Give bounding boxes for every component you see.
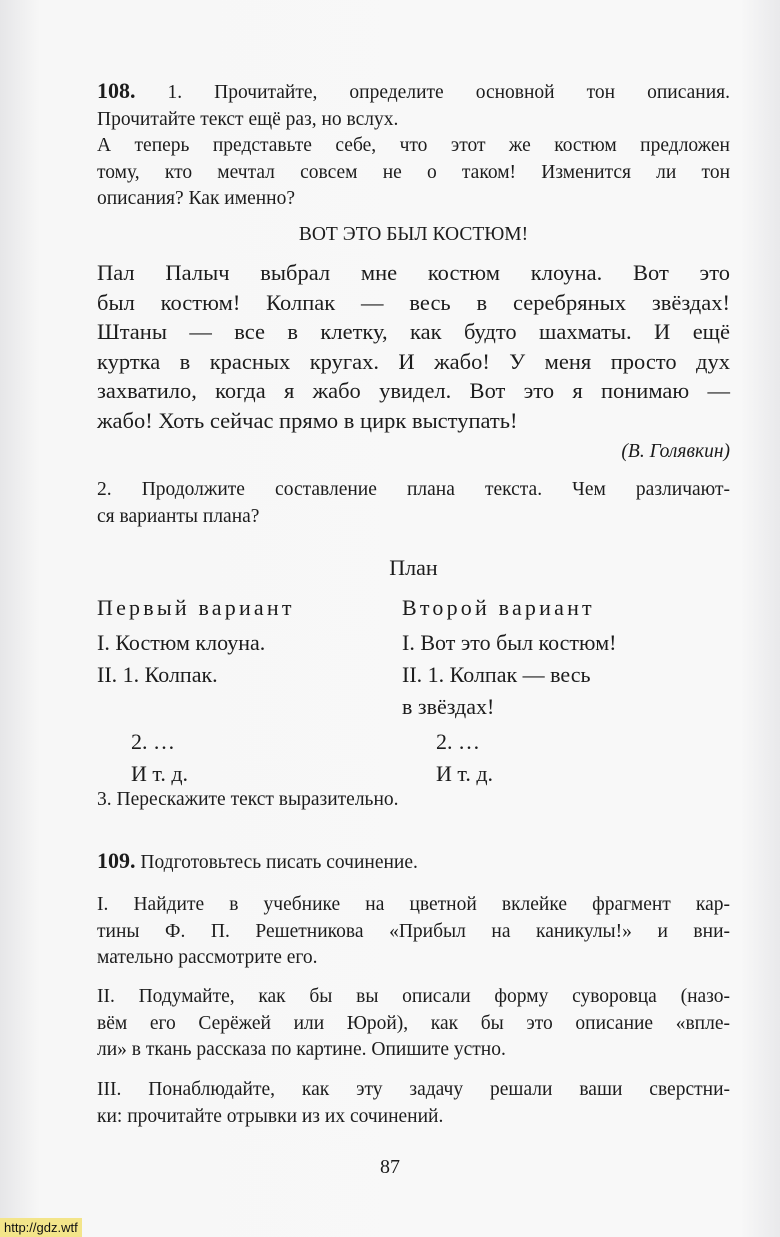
plan-item: II. 1. Колпак — весь — [402, 662, 591, 687]
text-line: ки: прочитайте отрывки из их сочинений. — [97, 1105, 444, 1127]
text-line: куртка в красных кругах. И жабо! У меня просто дух — [97, 348, 730, 374]
text-line: I. Найдите в учебнике на цветной вклейке фрагмент кар- — [97, 894, 730, 915]
story-text — [97, 258, 730, 435]
text-line: был костюм! Колпак — весь в серебряных звёздах! — [97, 289, 730, 315]
plan-variant-1 — [97, 592, 295, 790]
plan-title: План — [389, 555, 438, 580]
text-line: III. Понаблюдайте, как эту задачу решали ваши сверстни- — [97, 1079, 730, 1100]
text-line: описания? Как именно? — [97, 188, 295, 209]
plan-item: I. Вот это был костюм! — [402, 630, 617, 655]
text-line: ли» в ткань рассказа по картине. Опишите устно. — [97, 1039, 506, 1060]
plan-item: 2. … — [131, 729, 175, 754]
exercise-109-part-1 — [97, 892, 730, 972]
variant-title: Второй вариант — [402, 595, 595, 620]
plan-item: в звёздах! — [402, 694, 495, 719]
text-line: Пал Палыч выбрал мне костюм клоуна. Вот это — [97, 260, 730, 285]
exercise-109-part-3 — [97, 1077, 730, 1130]
exercise-109-intro — [97, 848, 730, 877]
exercise-108-task-1 — [97, 78, 730, 213]
variant-title: Первый вариант — [97, 595, 295, 620]
text-line: 2. Продолжите составление плана текста. Чем различают- — [97, 479, 730, 500]
text-line: Прочитайте текст ещё раз, но вслух. — [97, 108, 399, 130]
plan-item: I. Костюм клоуна. — [97, 630, 266, 655]
text-line: вём его Серёжей или Юрой), как бы это описание «впле- — [97, 1012, 730, 1034]
plan-item: И т. д. — [131, 761, 189, 786]
text-line: II. Подумайте, как бы вы описали форму суворовца (назо- — [97, 986, 730, 1007]
exercise-number: 108. — [97, 78, 136, 103]
text-line: жабо! Хоть сейчас прямо в цирк выступать! — [97, 407, 518, 433]
text-line: мательно рассмотрите его. — [97, 947, 318, 968]
text-line: захватило, когда я жабо увидел. Вот это я понимаю — — [97, 378, 730, 403]
text-line: тины Ф. П. Решетникова «Прибыл на каникулы!» и вни- — [97, 920, 730, 942]
exercise-number: 109. — [97, 848, 136, 873]
text-line: А теперь представьте себе, что этот же костюм предложен — [97, 135, 730, 156]
text-line: ся варианты плана? — [97, 505, 260, 527]
page-number: 87 — [380, 1156, 400, 1178]
text-line: 1. Прочитайте, определите основной тон описания. — [167, 82, 731, 103]
plan-item: II. 1. Колпак. — [97, 662, 218, 687]
story-author: (В. Голявкин) — [621, 441, 730, 462]
text-line: Штаны — все в клетку, как будто шахматы. И ещё — [97, 319, 730, 344]
story-title: ВОТ ЭТО БЫЛ КОСТЮМ! — [298, 224, 529, 245]
exercise-109-part-2 — [97, 984, 730, 1064]
plan-variant-2 — [402, 592, 616, 790]
plan-item: И т. д. — [436, 761, 494, 786]
text-line: Подготовьтесь писать сочинение. — [140, 852, 418, 873]
text-line: тому, кто мечтал совсем не о таком! Изменится ли тон — [97, 161, 730, 183]
watermark-link[interactable]: http://gdz.wtf — [0, 1218, 82, 1237]
plan-item: 2. … — [436, 729, 480, 754]
exercise-108-task-3: 3. Перескажите текст выразительно. — [97, 789, 399, 810]
exercise-108-task-2 — [97, 477, 730, 530]
